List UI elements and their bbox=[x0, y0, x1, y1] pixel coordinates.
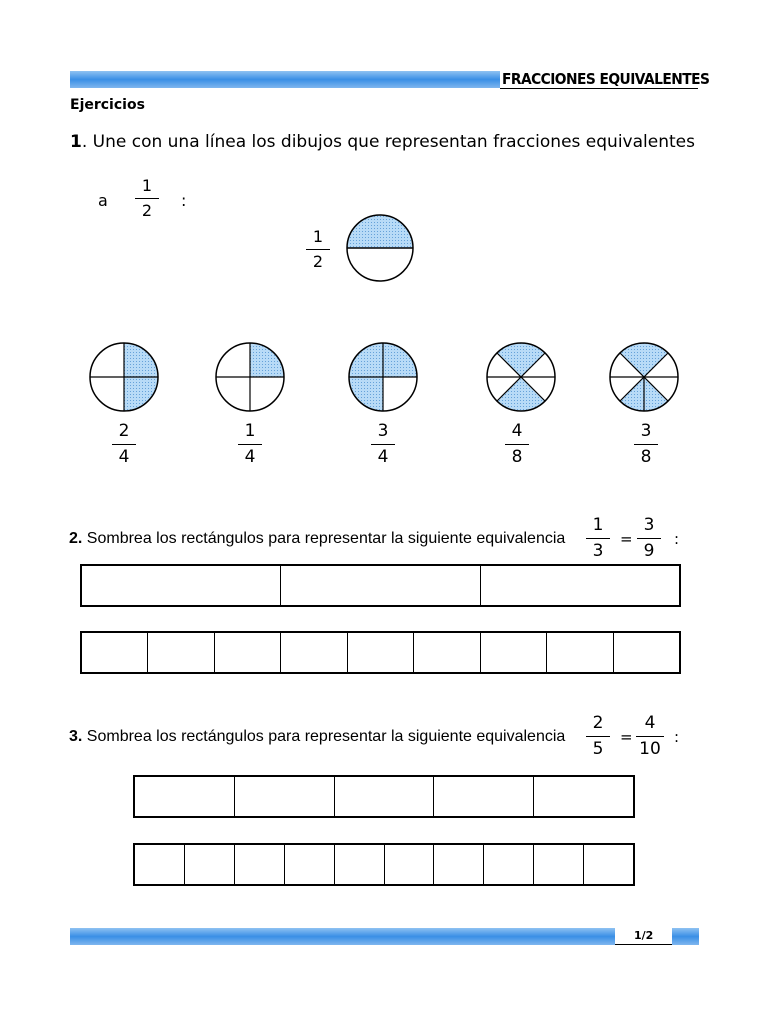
rect-cell[interactable] bbox=[285, 845, 335, 884]
footer-line bbox=[615, 944, 672, 945]
fraction-bar bbox=[637, 538, 661, 539]
circle-fraction-5 bbox=[634, 423, 658, 466]
rect-cell[interactable] bbox=[235, 845, 285, 884]
fraction-numerator: 3 bbox=[377, 421, 389, 441]
fraction-numerator: 1 bbox=[244, 421, 256, 441]
rect-cell[interactable] bbox=[135, 845, 185, 884]
fraction-numerator: 1 bbox=[592, 515, 604, 535]
circles-row bbox=[0, 330, 768, 430]
q3-right-fraction bbox=[636, 715, 664, 758]
fraction-numerator: 2 bbox=[118, 421, 130, 441]
circle-four-eighths bbox=[487, 343, 555, 411]
fraction-denominator: 4 bbox=[377, 447, 389, 467]
fraction-numerator: 3 bbox=[640, 421, 652, 441]
rect-cell[interactable] bbox=[82, 633, 148, 672]
question-1-text: . Une con una línea los dibujos que representan fracciones equivalentes bbox=[81, 132, 695, 152]
equals-sign: = bbox=[620, 530, 633, 548]
fraction-bar bbox=[586, 736, 610, 737]
question-3 bbox=[69, 728, 565, 746]
rect-cell[interactable] bbox=[481, 633, 547, 672]
fraction-numerator: 1 bbox=[141, 176, 153, 195]
rect-cell[interactable] bbox=[148, 633, 214, 672]
rect-cell[interactable] bbox=[82, 566, 281, 605]
rect-cell[interactable] bbox=[614, 633, 679, 672]
rect-cell[interactable] bbox=[584, 845, 633, 884]
rect-cell[interactable] bbox=[215, 633, 281, 672]
fraction-numerator: 4 bbox=[644, 713, 656, 733]
rect-cell[interactable] bbox=[135, 777, 235, 816]
rect-cell[interactable] bbox=[481, 566, 679, 605]
fraction-bar bbox=[238, 444, 262, 445]
circle-three-eighths bbox=[610, 343, 678, 411]
circle-three-fourths bbox=[349, 343, 417, 411]
rectangle-fifths[interactable] bbox=[133, 775, 635, 818]
question-2-text: Sombrea los rectángulos para representar la siguiente equivalencia bbox=[86, 530, 566, 547]
fraction-numerator: 1 bbox=[312, 227, 324, 246]
fraction-numerator: 2 bbox=[592, 713, 604, 733]
fraction-denominator: 10 bbox=[639, 739, 661, 759]
footer-bar bbox=[70, 928, 615, 945]
circle-fraction-1 bbox=[112, 423, 136, 466]
fraction-bar bbox=[636, 736, 664, 737]
q3-colon: : bbox=[674, 728, 680, 746]
document-title: FRACCIONES EQUIVALENTES bbox=[502, 70, 710, 88]
fraction-bar bbox=[135, 198, 159, 199]
rect-cell[interactable] bbox=[534, 845, 584, 884]
rectangle-thirds[interactable] bbox=[80, 564, 681, 607]
fraction-bar bbox=[306, 249, 330, 250]
footer-bar-end bbox=[672, 928, 699, 945]
header-underline bbox=[500, 88, 698, 89]
section-label: Ejercicios bbox=[70, 97, 145, 113]
fraction-denominator: 9 bbox=[643, 541, 655, 561]
rect-cell[interactable] bbox=[281, 633, 347, 672]
rect-cell[interactable] bbox=[534, 777, 633, 816]
fraction-denominator: 2 bbox=[141, 201, 153, 220]
rect-cell[interactable] bbox=[385, 845, 435, 884]
fraction-numerator: 3 bbox=[643, 515, 655, 535]
fraction-denominator: 8 bbox=[511, 447, 523, 467]
fraction-denominator: 4 bbox=[118, 447, 130, 467]
rect-cell[interactable] bbox=[414, 633, 480, 672]
q3-left-fraction bbox=[586, 715, 610, 758]
question-3-number: 3. bbox=[69, 728, 83, 745]
rect-cell[interactable] bbox=[484, 845, 534, 884]
circle-two-fourths bbox=[90, 343, 158, 411]
circle-fraction-3 bbox=[371, 423, 395, 466]
fraction-bar bbox=[371, 444, 395, 445]
prompt-fraction bbox=[135, 178, 159, 219]
rect-cell[interactable] bbox=[335, 777, 435, 816]
q2-right-fraction bbox=[637, 517, 661, 560]
fraction-denominator: 4 bbox=[244, 447, 256, 467]
rect-cell[interactable] bbox=[348, 633, 414, 672]
rect-cell[interactable] bbox=[335, 845, 385, 884]
fraction-denominator: 8 bbox=[640, 447, 652, 467]
rect-cell[interactable] bbox=[235, 777, 335, 816]
fraction-bar bbox=[634, 444, 658, 445]
rect-cell[interactable] bbox=[434, 845, 484, 884]
question-2-number: 2. bbox=[69, 530, 83, 547]
question-1-number: 1 bbox=[70, 132, 82, 152]
q2-left-fraction bbox=[586, 517, 610, 560]
reference-fraction bbox=[306, 229, 330, 270]
circle-one-fourth bbox=[216, 343, 284, 411]
header-bar bbox=[70, 71, 500, 88]
equals-sign: = bbox=[620, 728, 633, 746]
fraction-denominator: 5 bbox=[592, 739, 604, 759]
rect-cell[interactable] bbox=[185, 845, 235, 884]
rectangle-tenths[interactable] bbox=[133, 843, 635, 886]
rect-cell[interactable] bbox=[547, 633, 613, 672]
question-2 bbox=[69, 530, 565, 548]
question-3-text: Sombrea los rectángulos para representar la siguiente equivalencia bbox=[86, 728, 566, 745]
page-number: 1/2 bbox=[634, 929, 654, 942]
fraction-bar bbox=[505, 444, 529, 445]
circle-fraction-2 bbox=[238, 423, 262, 466]
fraction-bar bbox=[586, 538, 610, 539]
fraction-numerator: 4 bbox=[511, 421, 523, 441]
item-letter: a bbox=[98, 191, 108, 210]
circle-fraction-4 bbox=[505, 423, 529, 466]
prompt-colon: : bbox=[181, 191, 187, 210]
fraction-denominator: 3 bbox=[592, 541, 604, 561]
rectangle-ninths[interactable] bbox=[80, 631, 681, 674]
fraction-denominator: 2 bbox=[312, 252, 324, 271]
question-1 bbox=[70, 132, 695, 152]
q2-colon: : bbox=[674, 530, 680, 548]
reference-circle bbox=[340, 212, 420, 288]
fraction-bar bbox=[112, 444, 136, 445]
rect-cell[interactable] bbox=[434, 777, 534, 816]
rect-cell[interactable] bbox=[281, 566, 480, 605]
